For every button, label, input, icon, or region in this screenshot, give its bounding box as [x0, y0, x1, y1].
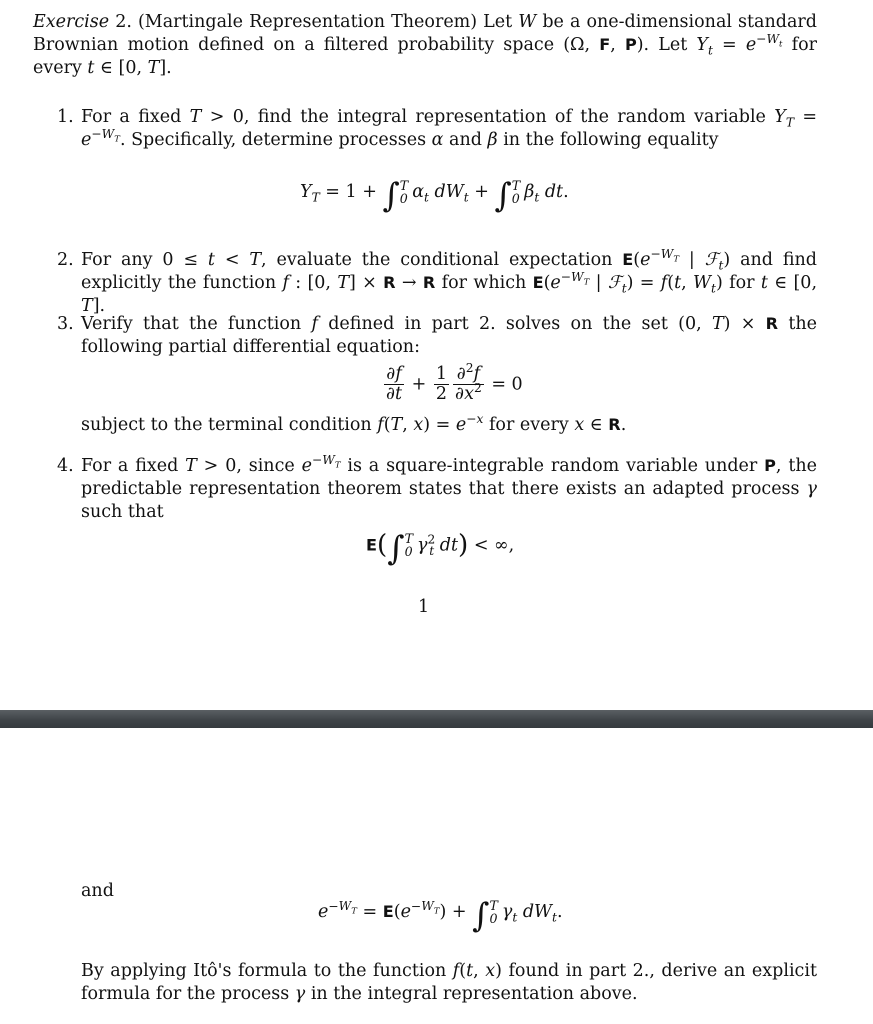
item-number: 3. — [57, 314, 74, 334]
item-number: 4. — [57, 456, 74, 476]
item-3-equation: $\frac{\partial f}{\partial t}$ + $\frac{1}{2}$ $\frac{\partial^2f}{\partial x^2}$ = 0 — [386, 361, 523, 405]
exercise-number: 2. — [115, 12, 132, 32]
item-number: 1. — [57, 107, 74, 127]
item-4 — [57, 455, 817, 524]
continued-word: and — [81, 881, 114, 901]
item-4-equation-2: $e^{-W_T} = E(e^{-W_T})$ + ∫ T 0 $\gamma_t$ $dW_t$. — [318, 895, 563, 935]
item-1-equation: $Y_T = 1$ + ∫ T 0 $\alpha_t$ $dW_t$ + ∫ T 0 $\beta_t$ dt. — [300, 175, 569, 215]
page-2 — [0, 728, 873, 1024]
page-number: 1 — [418, 597, 430, 617]
item-2-text: For any 0 ≤ t < T, evaluate the conditional expectation $E(e^{-W_T}$ | ℱ$_t$) and find explicitly the function f : [0, T] × R → R for which $E(e^{-W_T}$ | ℱ$_t$) = f(t, $W_t$) for t ∈ [0, T]. — [81, 247, 818, 317]
item-4-after: By applying Itô's formula to the function f(t, x) found in part 2., derive an explicit formula for the process γ in the integral representation above. — [81, 961, 817, 1005]
exercise-intro: Exercise 2. (Martingale Representation Theorem) Let W be a one-dimensional standard Brownian motion defined on a filtered probability space (Ω, F, P). Let $Y_t = e^{-W_t}$ for every t ∈ [0, T]. — [33, 12, 817, 79]
item-3-after: subject to the terminal condition f(T, $x) = e^{-x}$ for every x ∈ R. — [81, 412, 627, 435]
item-1 — [57, 106, 817, 152]
exercise-title: (Martingale Representation Theorem) — [137, 12, 478, 32]
item-4-text: For a fixed T > 0, since $e^{-W_T}$ is a square-integrable random variable under P, the predictable representation theorem states that there exists an adapted process γ such that — [81, 453, 817, 523]
item-3 — [57, 313, 817, 359]
page-separator — [0, 710, 873, 728]
item-4-equation: E(∫ T 0 $\gamma^2_t$ dt) < ∞, — [366, 528, 515, 568]
item-number: 2. — [57, 250, 74, 270]
item-2 — [57, 249, 817, 318]
item-3-text: Verify that the function f defined in part 2. solves on the set (0, T) × R the following partial differential equation: — [81, 314, 818, 358]
item-1-text: For a fixed T > 0, find the integral representation of the random variable $Y_T = e^{-W_T}$. Specifically, determine processes α and β in the following equality — [81, 107, 817, 151]
exercise-label: Exercise — [33, 12, 110, 32]
